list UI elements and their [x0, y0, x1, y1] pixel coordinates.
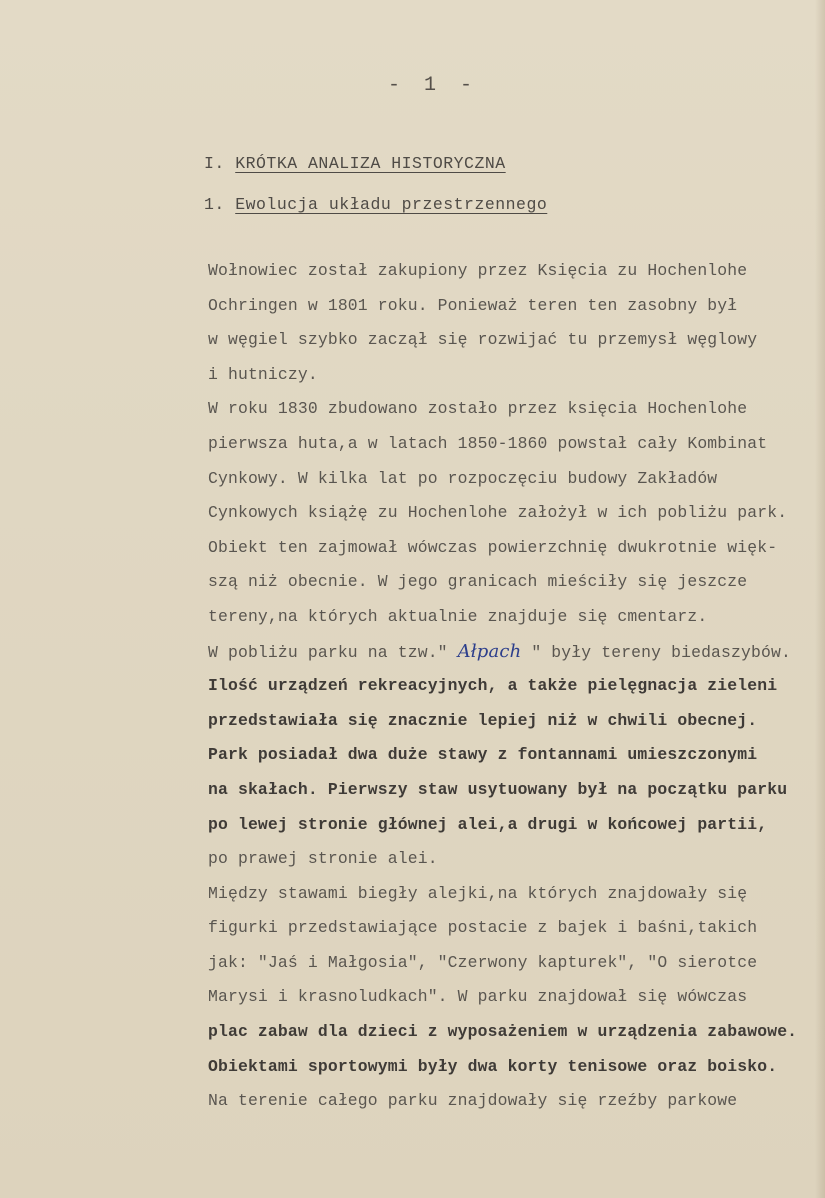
text-line: Ochringen w 1801 roku. Ponieważ teren ten zasobny był — [208, 295, 738, 315]
text-line: Ilość urządzeń rekreacyjnych, a także pielęgnacja zieleni — [208, 676, 778, 696]
text-line: Na terenie całego parku znajdowały się rzeźby parkowe — [208, 1091, 738, 1111]
text-line: Obiektami sportowymi były dwa korty tenisowe oraz boisko. — [208, 1056, 778, 1076]
text-line: figurki przedstawiające postacie z bajek i baśni,takich — [208, 918, 758, 938]
text-line: w węgiel szybko zaczął się rozwijać tu przemysł węglowy — [208, 330, 758, 350]
section-heading — [204, 154, 506, 173]
text-line: Marysi i krasnoludkach". W parku znajdował się wówczas — [208, 987, 748, 1007]
text-line: plac zabaw dla dzieci z wyposażeniem w urządzenia zabawowe. — [208, 1022, 798, 1042]
subsection-number: 1. — [204, 195, 225, 214]
text-segment: W pobliżu parku na tzw." — [208, 642, 458, 662]
text-line: Obiekt ten zajmował wówczas powierzchnię dwukrotnie więk- — [208, 537, 778, 557]
text-line: tereny,na których aktualnie znajduje się cmentarz. — [208, 606, 708, 626]
section-title: KRÓTKA ANALIZA HISTORYCZNA — [235, 154, 506, 173]
subsection-title: Ewolucja układu przestrzennego — [235, 195, 548, 214]
text-line: W roku 1830 zbudowano zostało przez księcia Hochenlohe — [208, 399, 748, 419]
text-line: Cynkowy. W kilka lat po rozpoczęciu budowy Zakładów — [208, 468, 718, 488]
page-number: - 1 - — [388, 74, 479, 97]
subsection-heading — [204, 195, 547, 214]
handwritten-note: Ałpach — [457, 640, 522, 662]
text-line: Między stawami biegły alejki,na których znajdowały się — [208, 883, 748, 903]
section-number: I. — [204, 154, 225, 173]
text-line: przedstawiała się znacznie lepiej niż w chwili obecnej. — [208, 710, 758, 730]
text-line: Park posiadał dwa duże stawy z fontannami umieszczonymi — [208, 745, 758, 765]
text-line: po prawej stronie alei. — [208, 849, 438, 869]
text-line — [208, 635, 820, 670]
body-text — [208, 254, 820, 1119]
text-line: szą niż obecnie. W jego granicach mieściły się jeszcze — [208, 572, 748, 592]
text-line: pierwsza huta,a w latach 1850-1860 powstał cały Kombinat — [208, 433, 768, 453]
text-line: po lewej stronie głównej alei,a drugi w końcowej partii, — [208, 814, 768, 834]
text-line: jak: "Jaś i Małgosia", "Czerwony kapturek", "O sierotce — [208, 952, 758, 972]
text-line: Cynkowych książę zu Hochenlohe założył w ich pobliżu park. — [208, 503, 788, 523]
text-line: na skałach. Pierwszy staw usytuowany był na początku parku — [208, 779, 788, 799]
text-line: Wołnowiec został zakupiony przez Księcia zu Hochenlohe — [208, 261, 748, 280]
text-line: i hutniczy. — [208, 364, 318, 384]
text-segment: " były tereny biedaszybów. — [521, 642, 791, 662]
